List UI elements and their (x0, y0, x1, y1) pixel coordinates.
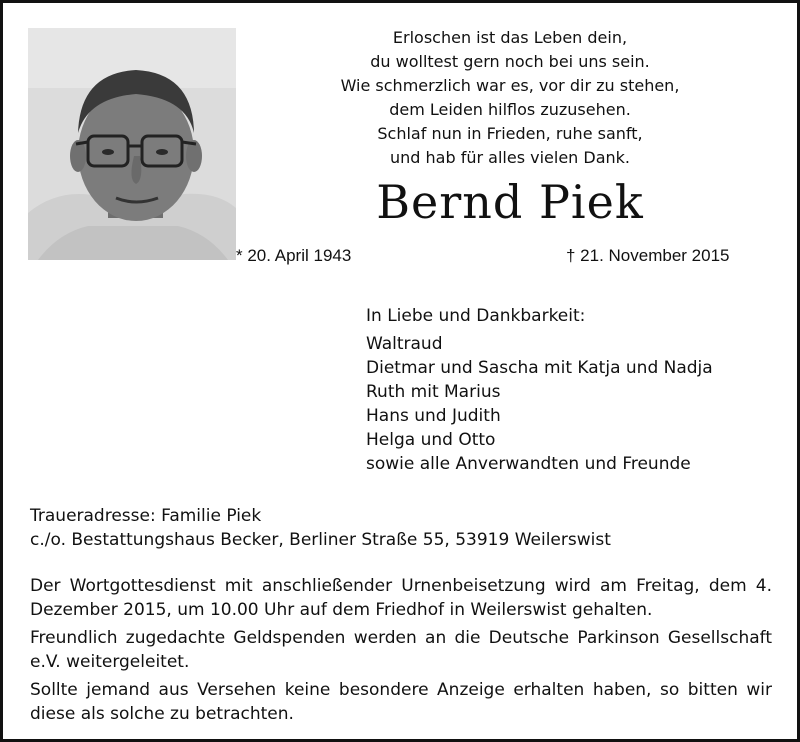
notice-paragraph: Der Wortgottesdienst mit anschließender Urnenbeisetzung wird am Freitag, dem 4. Dezember 2015, um 10.00 Uhr auf dem Friedhof in Weilerswist gehalten. (30, 576, 772, 620)
mourner-item: Dietmar und Sascha mit Katja und Nadja (366, 358, 713, 378)
notice-paragraph: Freundlich zugedachte Geldspenden werden an die Deutsche Parkinson Gesellschaft e.V. weitergeleitet. (30, 628, 772, 672)
mourners-list (366, 332, 713, 476)
mourner-item: Hans und Judith (366, 406, 501, 426)
poem (280, 26, 740, 170)
mourning-address (30, 504, 611, 552)
mourners-section (366, 304, 713, 476)
poem-line: du wolltest gern noch bei uns sein. (370, 52, 650, 71)
notice-paragraph: Sollte jemand aus Versehen keine besondere Anzeige erhalten haben, so bitten wir diese als solche zu betrachten. (30, 680, 772, 724)
poem-line: Schlaf nun in Frieden, ruhe sanft, (377, 124, 643, 143)
notices (30, 574, 772, 730)
birth-date: * 20. April 1943 (236, 246, 352, 265)
poem-line: Erloschen ist das Leben dein, (392, 28, 628, 47)
poem-line: dem Leiden hilflos zuzusehen. (389, 100, 631, 119)
mourner-item: Helga und Otto (366, 430, 496, 450)
portrait-photo (28, 28, 236, 260)
address-line: c./o. Bestattungshaus Becker, Berliner Straße 55, 53919 Weilerswist (30, 530, 611, 550)
poem-line: und hab für alles vielen Dank. (390, 148, 630, 167)
mourner-item: Waltraud (366, 334, 443, 354)
portrait-image (28, 28, 236, 260)
death-date: † 21. November 2015 (566, 246, 730, 265)
mourner-item: sowie alle Anverwandten und Freunde (366, 454, 691, 474)
mourner-item: Ruth mit Marius (366, 382, 501, 402)
poem-line: Wie schmerzlich war es, vor dir zu stehen, (340, 76, 680, 95)
mourners-intro: In Liebe und Dankbarkeit: (366, 306, 586, 326)
address-line: Traueradresse: Familie Piek (30, 506, 262, 526)
deceased-name: Bernd Piek (376, 175, 644, 229)
